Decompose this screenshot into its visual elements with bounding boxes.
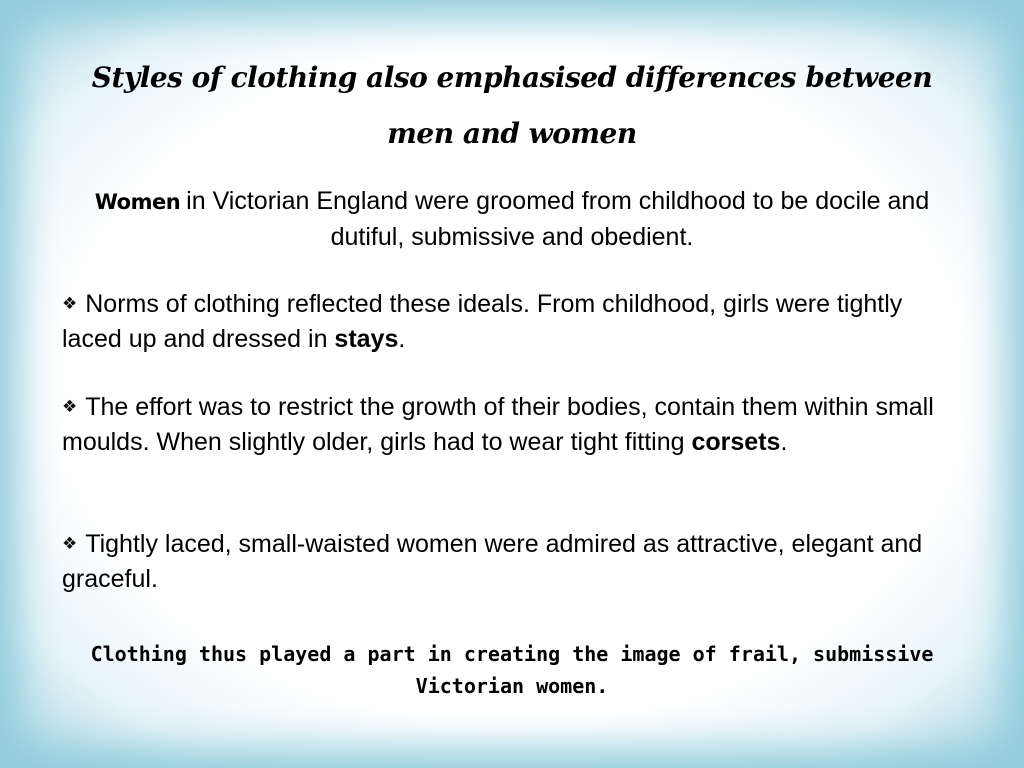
bullet-text: Tightly laced, small-waisted women were admired as attractive, elegant and graceful. — [62, 530, 923, 593]
bullet-text: The effort was to restrict the growth of their bodies, contain them within small moulds. When slightly older, girls had to wear tight fitting — [62, 393, 934, 456]
intro-text: in Victorian England were groomed from childhood to be docile and dutiful, submissive and obedient. — [186, 187, 930, 251]
intro-paragraph — [80, 184, 944, 255]
diamond-bullet-icon: ❖ — [62, 294, 78, 314]
bullet-text: Norms of clothing reflected these ideals. From childhood, girls were tightly laced up and dressed in — [62, 290, 903, 353]
conclusion-text: Clothing thus played a part in creating the image of frail, submissive Victorian women. — [90, 642, 934, 698]
bullet-item — [62, 527, 952, 597]
bullet-item — [62, 390, 952, 460]
slide-title: Styles of clothing also emphasised differences between men and women — [91, 61, 933, 150]
bullet-text-end: . — [398, 325, 406, 353]
diamond-bullet-icon: ❖ — [62, 534, 78, 554]
diamond-bullet-icon: ❖ — [62, 397, 78, 417]
bullet-text-end: . — [780, 428, 788, 456]
intro-lead-word: Women — [94, 190, 181, 214]
bullet-bold-term: stays — [334, 325, 399, 353]
bullet-bold-term: corsets — [691, 428, 781, 456]
bullet-item — [62, 287, 952, 357]
